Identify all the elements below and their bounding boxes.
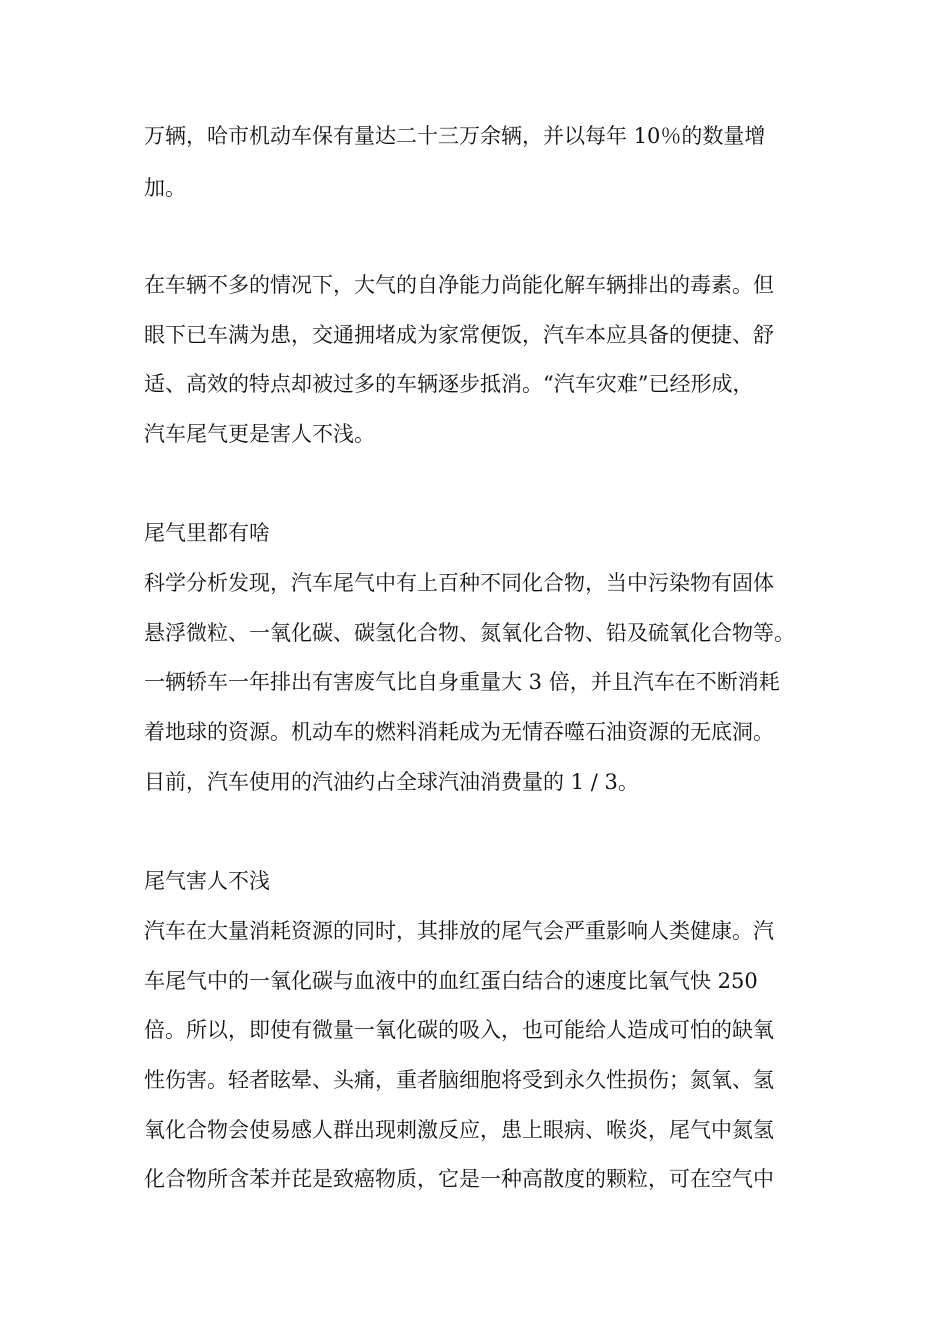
paragraph-3-line-1: 科学分析发现，汽车尾气中有上百种不同化合物，当中污染物有固体 (144, 571, 774, 595)
paragraph-4-line-4: 性伤害。轻者眩晕、头痛，重者脑细胞将受到永久性损伤；氮氧、氢 (144, 1068, 774, 1092)
paragraph-4-line-1: 汽车在大量消耗资源的同时，其排放的尾气会严重影响人类健康。汽 (144, 919, 774, 943)
paragraph-4-line-2: 车尾气中的一氧化碳与血液中的血红蛋白结合的速度比氧气快 250 (144, 969, 758, 993)
paragraph-3-line-2: 悬浮微粒、一氧化碳、碳氢化合物、氮氧化合物、铅及硫氧化合物等。 (144, 621, 795, 645)
section-heading-exhaust-contents: 尾气里都有啥 (144, 521, 270, 545)
paragraph-4-line-6: 化合物所含苯并芘是致癌物质，它是一种高散度的颗粒，可在空气中 (144, 1167, 774, 1191)
paragraph-4-line-3: 倍。所以，即使有微量一氧化碳的吸入，也可能给人造成可怕的缺氧 (144, 1018, 774, 1042)
paragraph-1-line-1: 万辆，哈市机动车保有量达二十三万余辆，并以每年 10％的数量增 (144, 124, 766, 148)
paragraph-3-line-5: 目前，汽车使用的汽油约占全球汽油消费量的 1 / 3。 (144, 770, 639, 794)
paragraph-2-line-2: 眼下已车满为患，交通拥堵成为家常便饭，汽车本应具备的便捷、舒 (144, 323, 774, 347)
paragraph-4-line-5: 氧化合物会使易感人群出现刺激反应，患上眼病、喉炎，尾气中氮氢 (144, 1118, 774, 1142)
paragraph-2-line-4: 汽车尾气更是害人不浅。 (144, 422, 375, 446)
paragraph-1-line-2: 加。 (144, 176, 186, 200)
section-heading-exhaust-harm: 尾气害人不浅 (144, 869, 270, 893)
paragraph-3-line-3: 一辆轿车一年排出有害废气比自身重量大 3 倍，并且汽车在不断消耗 (144, 670, 780, 694)
paragraph-2-line-3: 适、高效的特点却被过多的车辆逐步抵消。“汽车灾难”已经形成， (144, 372, 754, 396)
paragraph-3-line-4: 着地球的资源。机动车的燃料消耗成为无情吞噬石油资源的无底洞。 (144, 720, 774, 744)
paragraph-2-line-1: 在车辆不多的情况下，大气的自净能力尚能化解车辆排出的毒素。但 (144, 273, 774, 297)
